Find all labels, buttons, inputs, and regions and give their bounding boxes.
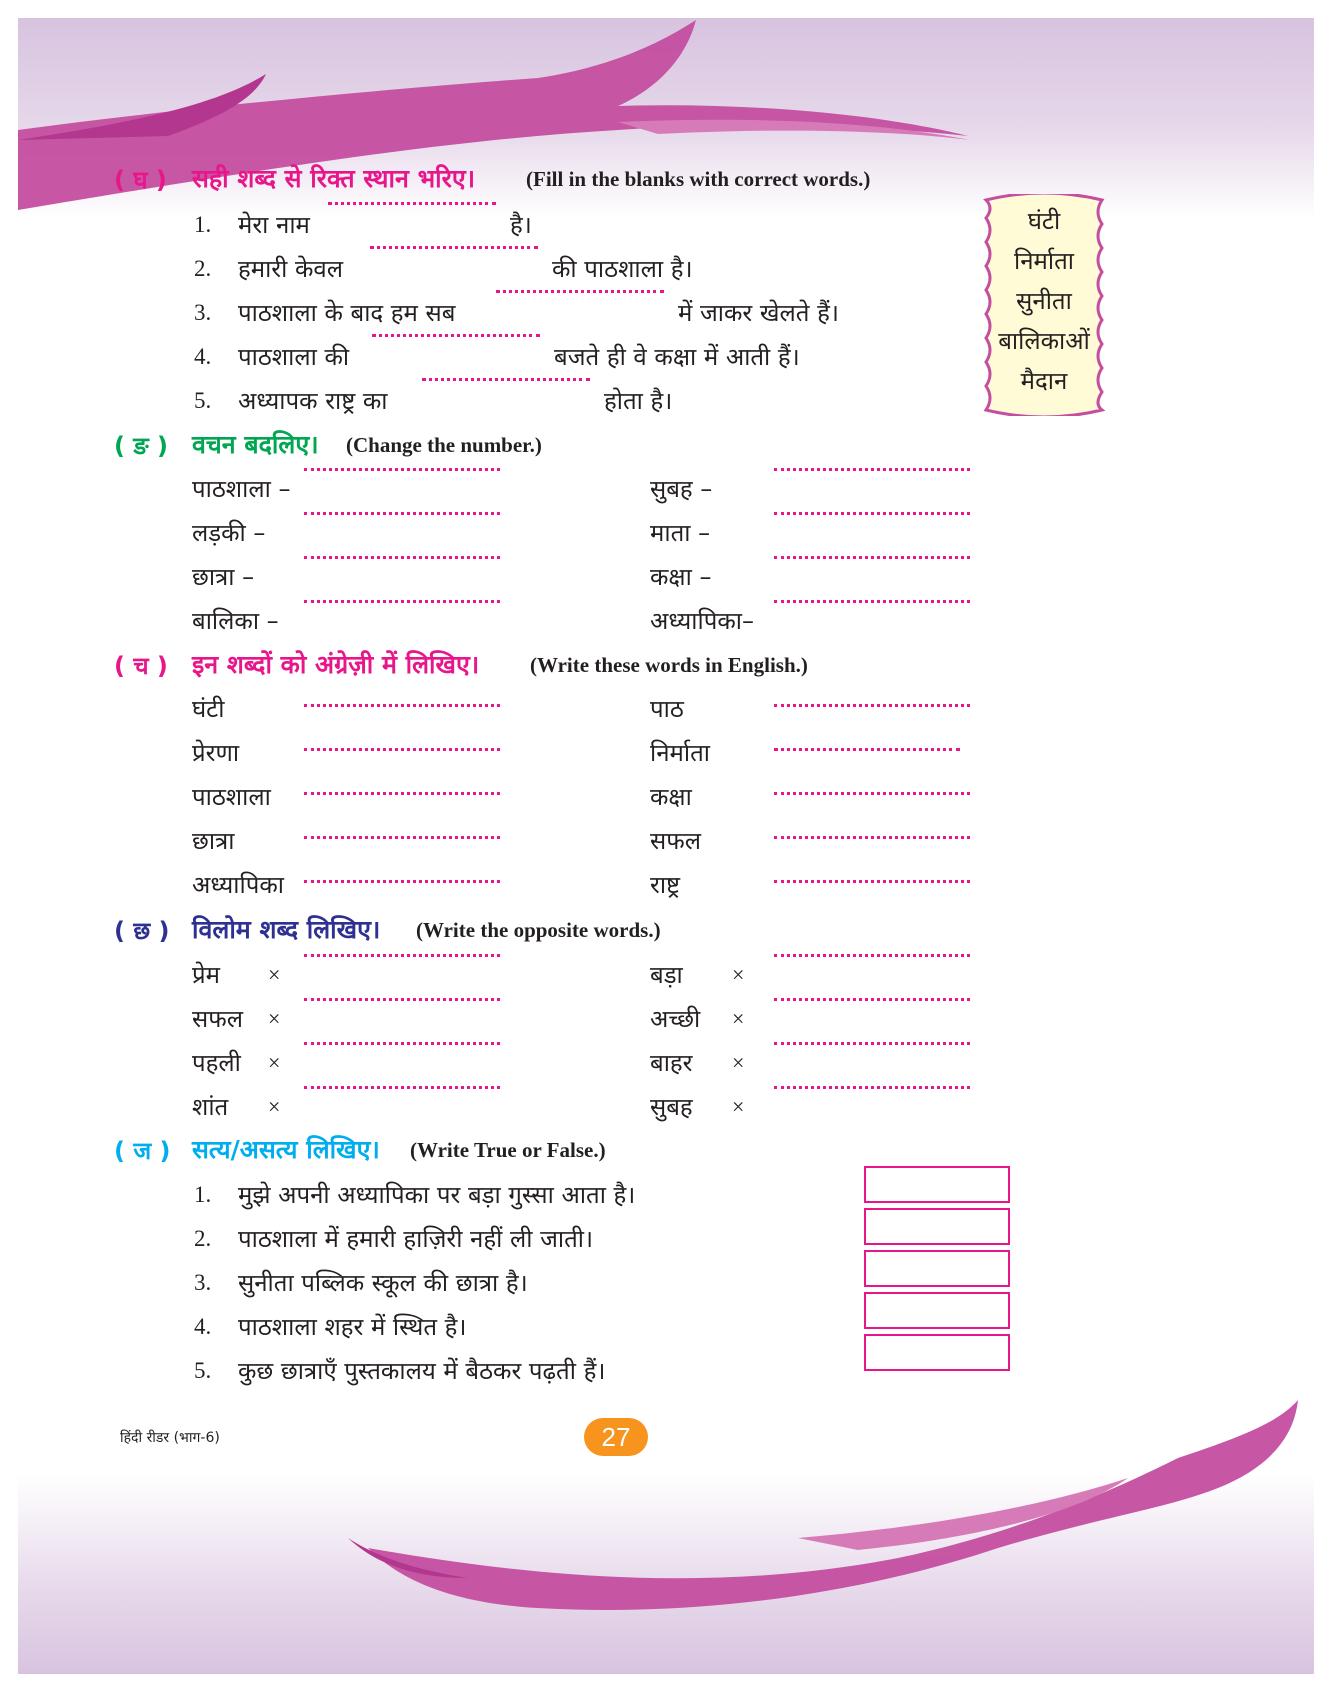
question-number: 3. xyxy=(194,300,212,325)
answer-blank[interactable] xyxy=(304,600,500,603)
word-item: कक्षा xyxy=(650,783,692,811)
answer-blank[interactable] xyxy=(774,600,970,603)
true-false-answer-box[interactable] xyxy=(864,1292,1010,1329)
answer-blank[interactable] xyxy=(304,1086,500,1089)
question-number: 1. xyxy=(194,1182,212,1207)
answer-blank[interactable] xyxy=(774,880,970,883)
answer-blank[interactable] xyxy=(304,954,500,957)
answer-blank[interactable] xyxy=(774,704,970,707)
word-item: प्रेम xyxy=(192,961,221,989)
section-j-english-title: (Write True or False.) xyxy=(410,1138,606,1162)
opposite-sign: × xyxy=(732,1006,745,1031)
answer-blank[interactable] xyxy=(422,378,590,381)
word-item: सफल xyxy=(650,827,701,855)
question-text: में जाकर खेलते हैं। xyxy=(678,299,839,327)
answer-blank[interactable] xyxy=(304,880,500,883)
word-bank-item: निर्माता xyxy=(1014,247,1074,275)
answer-blank[interactable] xyxy=(304,468,500,471)
question-text: हमारी केवल xyxy=(238,255,344,283)
word-item: छात्रा – xyxy=(192,563,255,591)
answer-blank[interactable] xyxy=(774,1086,970,1089)
true-false-answer-box[interactable] xyxy=(864,1250,1010,1287)
section-gh-label: ( घ ) xyxy=(114,166,167,194)
question-text: अध्यापक राष्ट्र का xyxy=(238,387,388,415)
word-item: अध्यापिका xyxy=(192,871,284,899)
answer-blank[interactable] xyxy=(304,512,500,515)
word-item: माता – xyxy=(650,519,711,547)
section-ng-english-title: (Change the number.) xyxy=(346,433,542,457)
answer-blank[interactable] xyxy=(304,748,500,751)
answer-blank[interactable] xyxy=(774,556,970,559)
statement-text: मुझे अपनी अध्यापिका पर बड़ा गुस्सा आता है। xyxy=(238,1181,636,1209)
word-item: पाठशाला – xyxy=(192,475,291,503)
page-number: 27 xyxy=(584,1418,648,1456)
book-title: हिंदी रीडर (भाग-6) xyxy=(120,1430,220,1446)
question-number: 5. xyxy=(194,388,212,413)
section-ng-title: वचन बदलिए। xyxy=(192,430,319,459)
answer-blank[interactable] xyxy=(304,556,500,559)
question-number: 4. xyxy=(194,344,212,369)
word-item: पहली xyxy=(192,1049,241,1077)
answer-blank[interactable] xyxy=(372,334,540,337)
answer-blank[interactable] xyxy=(774,998,970,1001)
word-item: छात्रा xyxy=(192,827,235,855)
word-bank-item: बालिकाओं xyxy=(998,327,1090,355)
word-bank-item: मैदान xyxy=(1020,367,1068,395)
statement-text: कुछ छात्राएँ पुस्तकालय में बैठकर पढ़ती हैं। xyxy=(238,1357,606,1385)
question-number: 3. xyxy=(194,1270,212,1295)
question-text: है। xyxy=(510,211,532,239)
answer-blank[interactable] xyxy=(774,792,970,795)
section-chh-title: विलोम शब्द लिखिए। xyxy=(192,915,381,944)
word-item: घंटी xyxy=(192,695,225,723)
true-false-answer-box[interactable] xyxy=(864,1334,1010,1371)
answer-blank[interactable] xyxy=(304,792,500,795)
word-item: बालिका – xyxy=(192,607,279,635)
question-number: 5. xyxy=(194,1358,212,1383)
section-j-label: ( ज ) xyxy=(114,1137,171,1165)
answer-blank[interactable] xyxy=(496,290,664,293)
word-bank-item: घंटी xyxy=(1027,207,1061,235)
statement-text: पाठशाला में हमारी हाज़िरी नहीं ली जाती। xyxy=(238,1225,594,1253)
statement-text: सुनीता पब्लिक स्कूल की छात्रा है। xyxy=(238,1269,528,1297)
question-text: की पाठशाला है। xyxy=(552,255,693,283)
answer-blank[interactable] xyxy=(774,748,960,751)
answer-blank[interactable] xyxy=(774,512,970,515)
true-false-answer-box[interactable] xyxy=(864,1166,1010,1203)
word-item: अध्यापिका– xyxy=(650,607,754,635)
section-gh-english-title: (Fill in the blanks with correct words.) xyxy=(526,167,871,191)
question-text: पाठशाला के बाद हम सब xyxy=(238,299,456,327)
section-ch-label: ( च ) xyxy=(114,652,168,680)
section-ch-title: इन शब्दों को अंग्रेज़ी में लिखिए। xyxy=(192,650,480,679)
word-item: बड़ा xyxy=(650,961,683,989)
question-text: मेरा नाम xyxy=(238,211,310,239)
opposite-sign: × xyxy=(268,1006,281,1031)
answer-blank[interactable] xyxy=(304,998,500,1001)
word-item: निर्माता xyxy=(650,739,710,767)
question-number: 1. xyxy=(194,212,212,237)
opposite-sign: × xyxy=(268,1050,281,1075)
section-gh-title: सही शब्द से रिक्त स्थान भरिए। xyxy=(192,164,476,193)
opposite-sign: × xyxy=(732,962,745,987)
question-text: होता है। xyxy=(604,387,673,415)
question-number: 4. xyxy=(194,1314,212,1339)
opposite-sign: × xyxy=(732,1094,745,1119)
word-item: सुबह xyxy=(650,1093,693,1121)
section-ch-english-title: (Write these words in English.) xyxy=(530,653,808,677)
opposite-sign: × xyxy=(268,962,281,987)
word-item: प्रेरणा xyxy=(192,739,240,767)
question-number: 2. xyxy=(194,1226,212,1251)
question-number: 2. xyxy=(194,256,212,281)
opposite-sign: × xyxy=(732,1050,745,1075)
word-item: बाहर xyxy=(650,1049,693,1077)
answer-blank[interactable] xyxy=(304,836,500,839)
section-chh-english-title: (Write the opposite words.) xyxy=(416,918,661,942)
answer-blank[interactable] xyxy=(774,468,970,471)
answer-blank[interactable] xyxy=(304,704,500,707)
answer-blank[interactable] xyxy=(774,954,970,957)
word-item: कक्षा – xyxy=(650,563,712,591)
answer-blank[interactable] xyxy=(328,202,496,205)
opposite-sign: × xyxy=(268,1094,281,1119)
question-text: पाठशाला की xyxy=(238,343,350,371)
question-text: बजते ही वे कक्षा में आती हैं। xyxy=(554,343,800,371)
word-item: सुबह – xyxy=(650,475,713,503)
word-item: पाठशाला xyxy=(192,783,271,811)
section-j-title: सत्य/असत्य लिखिए। xyxy=(192,1135,380,1164)
section-ng-label: ( ङ ) xyxy=(114,432,168,460)
statement-text: पाठशाला शहर में स्थित है। xyxy=(238,1313,467,1341)
word-item: पाठ xyxy=(650,695,684,723)
answer-blank[interactable] xyxy=(370,246,538,249)
word-item: राष्ट्र xyxy=(650,871,681,899)
word-item: सफल xyxy=(192,1005,243,1033)
section-chh-label: ( छ ) xyxy=(114,917,170,945)
answer-blank[interactable] xyxy=(774,836,970,839)
word-bank-item: सुनीता xyxy=(1016,287,1072,315)
answer-blank[interactable] xyxy=(774,1042,970,1045)
true-false-answer-box[interactable] xyxy=(864,1208,1010,1245)
word-item: शांत xyxy=(192,1093,229,1121)
answer-blank[interactable] xyxy=(304,1042,500,1045)
word-item: लड़की – xyxy=(192,519,266,547)
word-item: अच्छी xyxy=(650,1005,701,1033)
workbook-page xyxy=(18,18,1314,1674)
